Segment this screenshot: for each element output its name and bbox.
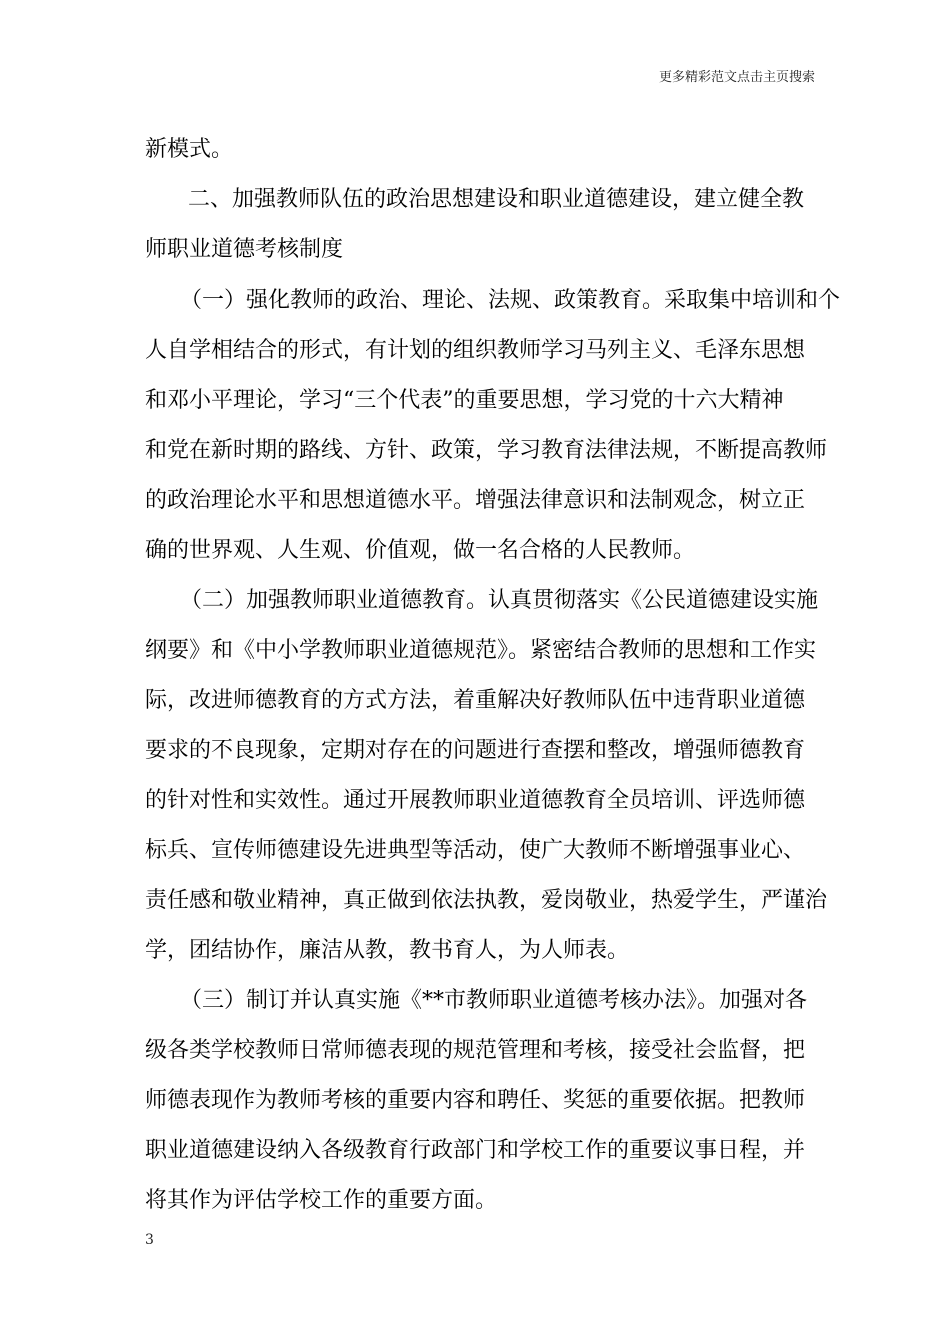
section-heading-cont: 师职业道德考核制度 (145, 237, 344, 262)
paragraph-line: （一）强化教师的政治、理论、法规、政策教育。采取集中培训和个 (180, 288, 841, 313)
text-line: 新模式。 (145, 137, 234, 162)
paragraph-line: 责任感和敬业精神，真正做到依法执教，爱岗敬业，热爱学生，严谨治 (145, 888, 828, 913)
paragraph-line: 纲要》和《中小学教师职业道德规范》。紧密结合教师的思想和工作实 (145, 638, 817, 663)
paragraph-line: 职业道德建设纳入各级教育行政部门和学校工作的重要议事日程，并 (145, 1138, 806, 1163)
paragraph-line: 的针对性和实效性。通过开展教师职业道德教育全员培训、评选师德 (145, 788, 806, 813)
paragraph-line: 标兵、宣传师德建设先进典型等活动，使广大教师不断增强事业心、 (145, 838, 806, 863)
paragraph-line: （三）制订并认真实施《**市教师职业道德考核办法》。加强对各 (180, 988, 808, 1013)
paragraph-line: 确的世界观、人生观、价值观，做一名合格的人民教师。 (145, 538, 696, 563)
paragraph-line: 将其作为评估学校工作的重要方面。 (145, 1188, 498, 1213)
paragraph-line: 要求的不良现象，定期对存在的问题进行查摆和整改，增强师德教育 (145, 738, 806, 763)
paragraph-line: 师德表现作为教师考核的重要内容和聘任、奖惩的重要依据。把教师 (145, 1088, 806, 1113)
section-heading: 二、加强教师队伍的政治思想建设和职业道德建设，建立健全教 (188, 187, 805, 212)
paragraph-line: 和党在新时期的路线、方针、政策，学习教育法律法规，不断提高教师 (145, 438, 828, 463)
paragraph-line: 际，改进师德教育的方式方法，着重解决好教师队伍中违背职业道德 (145, 688, 806, 713)
page-number: 3 (145, 1232, 154, 1248)
paragraph-line: 学，团结协作，廉洁从教，教书育人，为人师表。 (145, 938, 630, 963)
paragraph-line: 和邓小平理论，学习“三个代表”的重要思想，学习党的十六大精神 (145, 388, 784, 413)
paragraph-line: 的政治理论水平和思想道德水平。增强法律意识和法制观念，树立正 (145, 488, 806, 513)
paragraph-line: 人自学相结合的形式，有计划的组织教师学习马列主义、毛泽东思想 (145, 338, 806, 363)
paragraph-line: （二）加强教师职业道德教育。认真贯彻落实《公民道德建设实施 (180, 588, 819, 613)
paragraph-line: 级各类学校教师日常师德表现的规范管理和考核，接受社会监督，把 (145, 1038, 806, 1063)
header-link[interactable]: 更多精彩范文点击主页搜索 (658, 70, 815, 85)
